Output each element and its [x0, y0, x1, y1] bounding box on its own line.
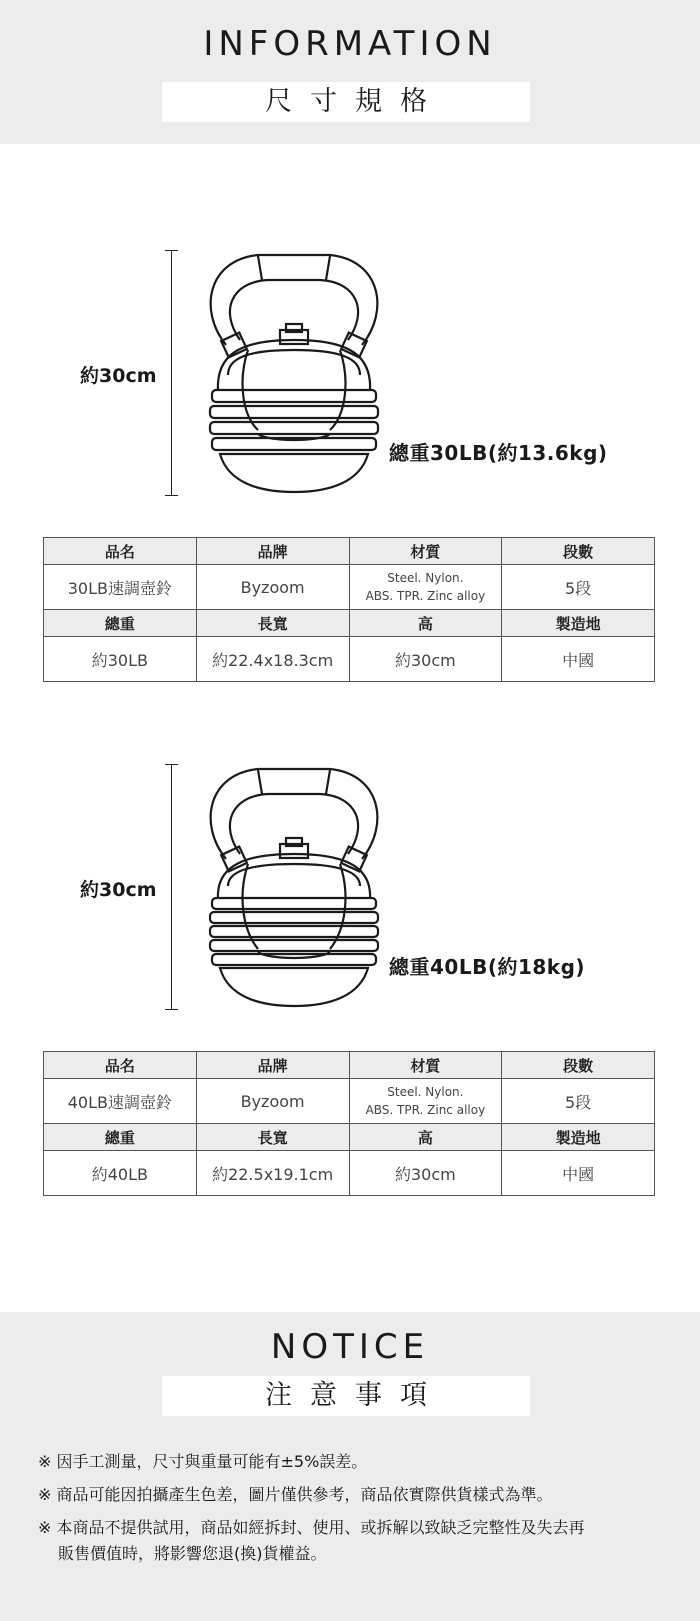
value-levels: 5段	[502, 1079, 655, 1124]
value-name: 30LB速調壺鈴	[44, 565, 197, 610]
height-label: 約30cm	[80, 879, 157, 901]
value-material	[349, 565, 502, 610]
total-weight-label: 總重40LB(約18kg)	[389, 955, 586, 979]
header-height: 高	[349, 610, 502, 637]
header-brand: 品牌	[196, 1052, 349, 1079]
header-height: 高	[349, 1124, 502, 1151]
header-name: 品名	[44, 538, 197, 565]
value-origin: 中國	[502, 1151, 655, 1196]
kettlebell-30lb-illustration	[198, 250, 390, 495]
dimension-line	[171, 764, 172, 1009]
notice-item-continuation: 販售價值時，將影響您退(換)貨權益。	[58, 1544, 327, 1563]
header-origin: 製造地	[502, 1124, 655, 1151]
value-weight: 約30LB	[44, 637, 197, 682]
value-origin: 中國	[502, 637, 655, 682]
total-weight-label: 總重30LB(約13.6kg)	[389, 441, 608, 465]
header-weight: 總重	[44, 1124, 197, 1151]
header-weight: 總重	[44, 610, 197, 637]
material-line1: Steel. Nylon.	[387, 571, 464, 585]
header-band	[0, 0, 700, 144]
notice-subtitle: 注意事項	[162, 1376, 530, 1416]
header-name: 品名	[44, 1052, 197, 1079]
value-material	[349, 1079, 502, 1124]
kettlebell-40lb-illustration	[198, 764, 390, 1009]
header-size: 長寬	[196, 610, 349, 637]
header-levels: 段數	[502, 1052, 655, 1079]
value-size: 約22.4x18.3cm	[196, 637, 349, 682]
information-title: INFORMATION	[203, 24, 497, 64]
header-levels: 段數	[502, 538, 655, 565]
value-weight: 約40LB	[44, 1151, 197, 1196]
value-name: 40LB速調壺鈴	[44, 1079, 197, 1124]
spec-table-30lb	[43, 537, 655, 682]
notice-list	[38, 1452, 668, 1577]
value-size: 約22.5x19.1cm	[196, 1151, 349, 1196]
material-line2: ABS. TPR. Zinc alloy	[365, 589, 486, 603]
dimension-line	[171, 250, 172, 495]
value-height: 約30cm	[349, 1151, 502, 1196]
header-size: 長寬	[196, 1124, 349, 1151]
header-origin: 製造地	[502, 610, 655, 637]
notice-item: ※ 商品可能因拍攝產生色差，圖片僅供參考，商品依實際供貨樣式為準。	[38, 1485, 553, 1504]
header-material: 材質	[349, 1052, 502, 1079]
notice-title: NOTICE	[270, 1327, 430, 1367]
header-brand: 品牌	[196, 538, 349, 565]
value-brand: Byzoom	[196, 565, 349, 610]
material-line2: ABS. TPR. Zinc alloy	[365, 1103, 486, 1117]
spec-table-40lb	[43, 1051, 655, 1196]
header-material: 材質	[349, 538, 502, 565]
notice-item: ※ 因手工測量，尺寸與重量可能有±5%誤差。	[38, 1452, 368, 1471]
dimension-cap-bottom	[165, 1009, 178, 1010]
height-label: 約30cm	[80, 365, 157, 387]
material-line1: Steel. Nylon.	[387, 1085, 464, 1099]
notice-item: ※ 本商品不提供試用，商品如經拆封、使用、或拆解以致缺乏完整性及失去再	[38, 1518, 585, 1537]
value-brand: Byzoom	[196, 1079, 349, 1124]
value-levels: 5段	[502, 565, 655, 610]
dimension-cap-bottom	[165, 495, 178, 496]
value-height: 約30cm	[349, 637, 502, 682]
spec-subtitle: 尺寸規格	[162, 82, 530, 122]
